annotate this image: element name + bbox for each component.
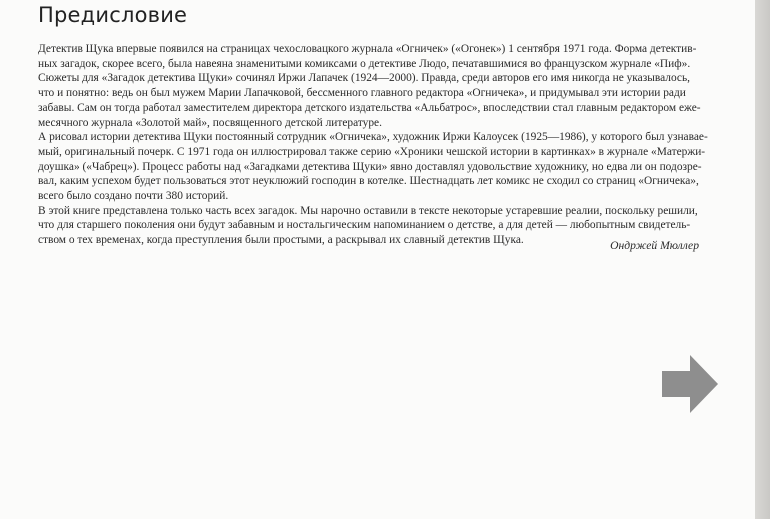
text-line: забавы. Сам он тогда работал заместителем директора детского издательства «Альбатрос», впоследствии стал главным редактором еже- bbox=[38, 101, 701, 114]
page-title: Предисловие bbox=[38, 3, 188, 27]
text-line: мый, оригинальный почерк. С 1971 года он иллюстрировал также серию «Хроники чешской истории в картинках» в журнале «Матержи- bbox=[38, 145, 706, 158]
text-line: что для старшего поколения они будут забавным и ностальгическим напоминанием о детстве, а для детей — любопытным свидетель- bbox=[38, 219, 691, 232]
text-line: что и понятно: ведь он был мужем Марии Лапачковой, бессменного главного редактора «Огничека», и придумывал эти истории ради bbox=[38, 87, 686, 100]
text-line: ных загадок, скорее всего, была навеяна знаменитыми комиксами о детективе Людо, печатавшимися во французском журнале «Пиф». bbox=[38, 57, 691, 70]
text-line: месячного журнала «Золотой май», посвященного детской литературе. bbox=[38, 116, 382, 129]
text-line: В этой книге представлена только часть всех загадок. Мы нарочно оставили в тексте некоторые устаревшие реалии, поскольку решили, bbox=[38, 204, 698, 217]
paragraph-1 bbox=[38, 42, 716, 130]
arrow-shape bbox=[662, 355, 718, 413]
text-line: ством о тех временах, когда преступления были простыми, а раскрывал их славный детектив Щука. bbox=[38, 234, 524, 247]
text-line: доушка» («Чабрец»). Процесс работы над «Загадками детектива Щуки» явно доставлял удовольствие художнику, но едва ли он подозре- bbox=[38, 160, 702, 173]
text-line: Детектив Щука впервые появился на страницах чехословацкого журнала «Огничек» («Огонек») 1 сентября 1971 года. Форма детектив- bbox=[38, 43, 697, 55]
text-line: А рисовал истории детектива Щуки постоянный сотрудник «Огничека», художник Иржи Калоусек (1925—1986), у которого был узнавае- bbox=[38, 131, 708, 144]
text-line: Сюжеты для «Загадок детектива Щуки» сочинял Иржи Лапачек (1924—2000). Правда, среди авторов его имя никогда не указывалось, bbox=[38, 72, 691, 85]
page-edge bbox=[755, 0, 770, 519]
preface-text bbox=[38, 42, 716, 248]
arrow-right-icon[interactable] bbox=[662, 355, 718, 413]
paragraph-2 bbox=[38, 130, 716, 204]
author-signature: Ондржей Мюллер bbox=[610, 239, 699, 252]
text-line: всего было создано почти 380 историй. bbox=[38, 190, 229, 203]
text-line: вал, каким успехом будет пользоваться этот неуклюжий господин в котелке. Шестнадцать лет комикс не сходил со страниц «Огничека», bbox=[38, 175, 699, 188]
